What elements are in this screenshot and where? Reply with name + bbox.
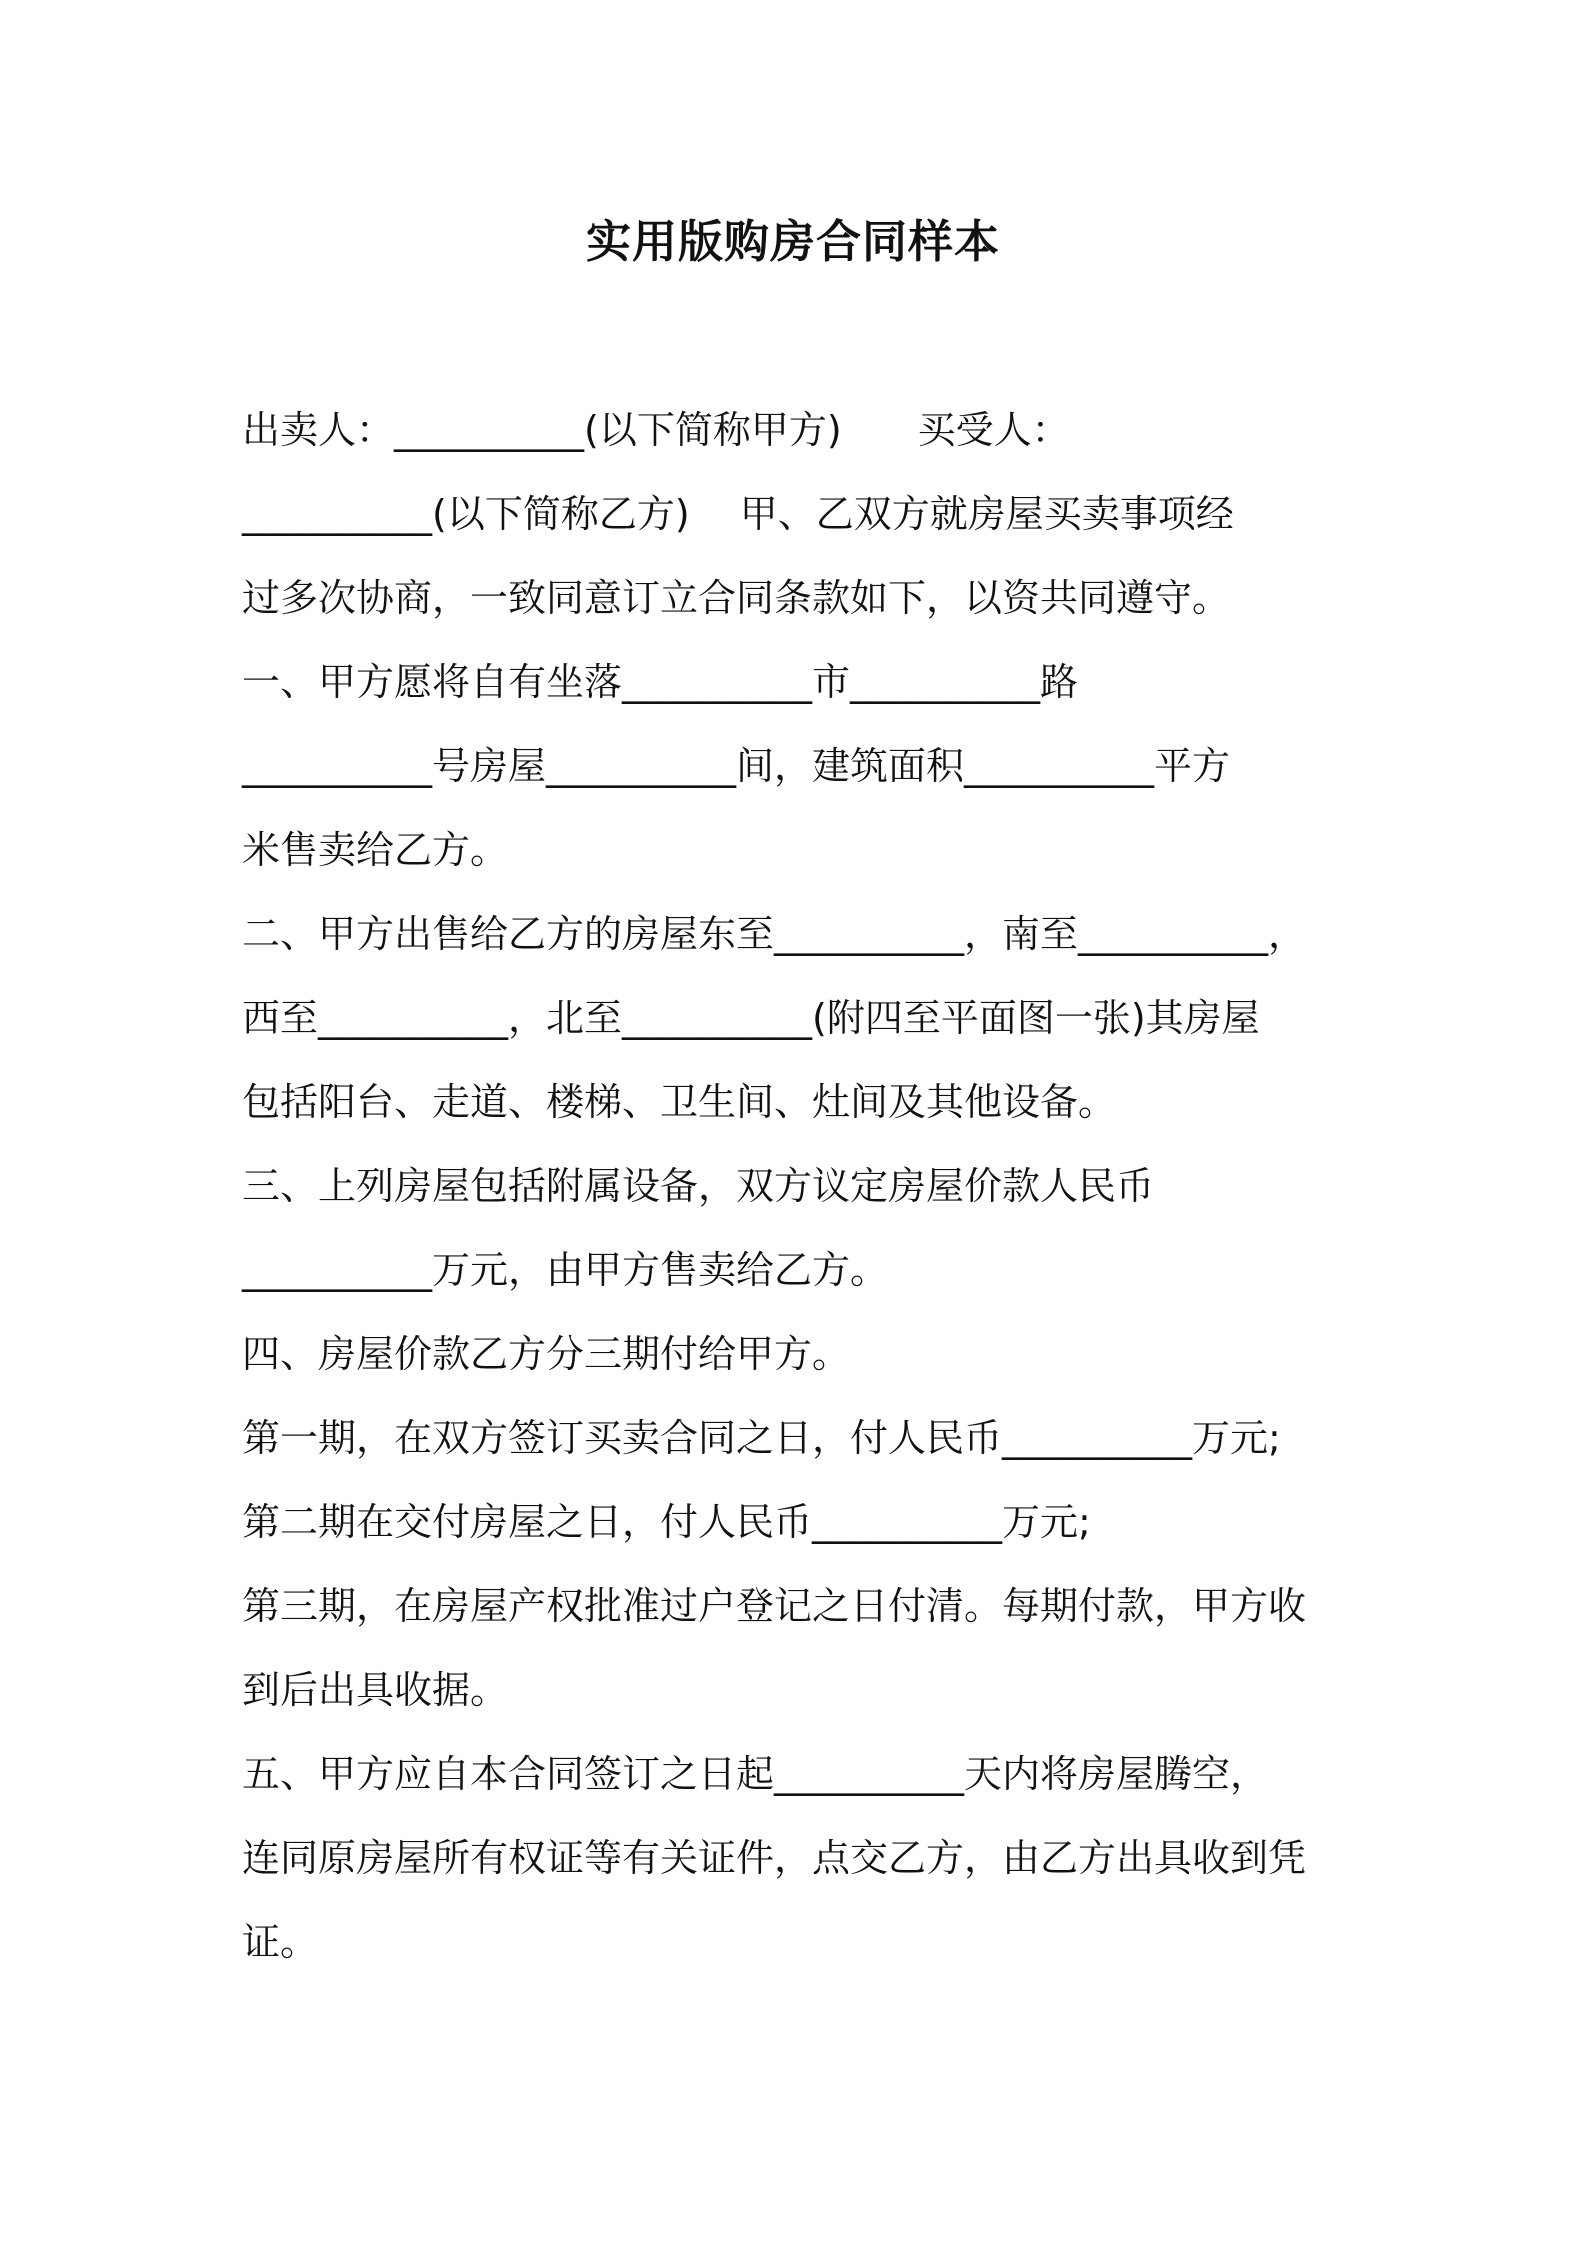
text-line: 证。 bbox=[242, 1920, 319, 1964]
document-title: 实用版购房合同样本 bbox=[585, 215, 1000, 268]
text-line: 到后出具收据。 bbox=[242, 1668, 509, 1712]
text-line: 三、上列房屋包括附属设备，双方议定房屋价款人民币 bbox=[242, 1164, 1155, 1208]
text-line: __________万元，由甲方售卖给乙方。 bbox=[242, 1248, 889, 1292]
text-line: 第二期在交付房屋之日，付人民币__________万元; bbox=[242, 1500, 1091, 1544]
text-line: 第一期，在双方签订买卖合同之日，付人民币__________万元; bbox=[242, 1416, 1281, 1460]
text-line: 二、甲方出售给乙方的房屋东至__________，南至__________， bbox=[242, 912, 1307, 956]
text-line: 第三期，在房屋产权批准过户登记之日付清。每期付款，甲方收 bbox=[242, 1584, 1307, 1628]
text-line: 出卖人：__________(以下简称甲方) 买受人： bbox=[242, 408, 1070, 452]
text-line: 五、甲方应自本合同签订之日起__________天内将房屋腾空， bbox=[242, 1752, 1269, 1796]
text-line: 连同原房屋所有权证等有关证件，点交乙方，由乙方出具收到凭 bbox=[242, 1836, 1307, 1880]
text-line: __________(以下简称乙方) 甲、乙双方就房屋买卖事项经 bbox=[242, 492, 1234, 536]
text-line: __________号房屋__________间，建筑面积__________平方 bbox=[242, 744, 1231, 788]
text-line: 四、房屋价款乙方分三期付给甲方。 bbox=[242, 1332, 851, 1376]
text-line: 包括阳台、走道、楼梯、卫生间、灶间及其他设备。 bbox=[242, 1080, 1117, 1124]
text-line: 西至__________，北至__________(附四至平面图一张)其房屋 bbox=[242, 996, 1260, 1040]
text-line: 一、甲方愿将自有坐落__________市__________路 bbox=[242, 660, 1079, 704]
text-line: 米售卖给乙方。 bbox=[242, 828, 509, 872]
text-line: 过多次协商，一致同意订立合同条款如下，以资共同遵守。 bbox=[242, 576, 1231, 620]
